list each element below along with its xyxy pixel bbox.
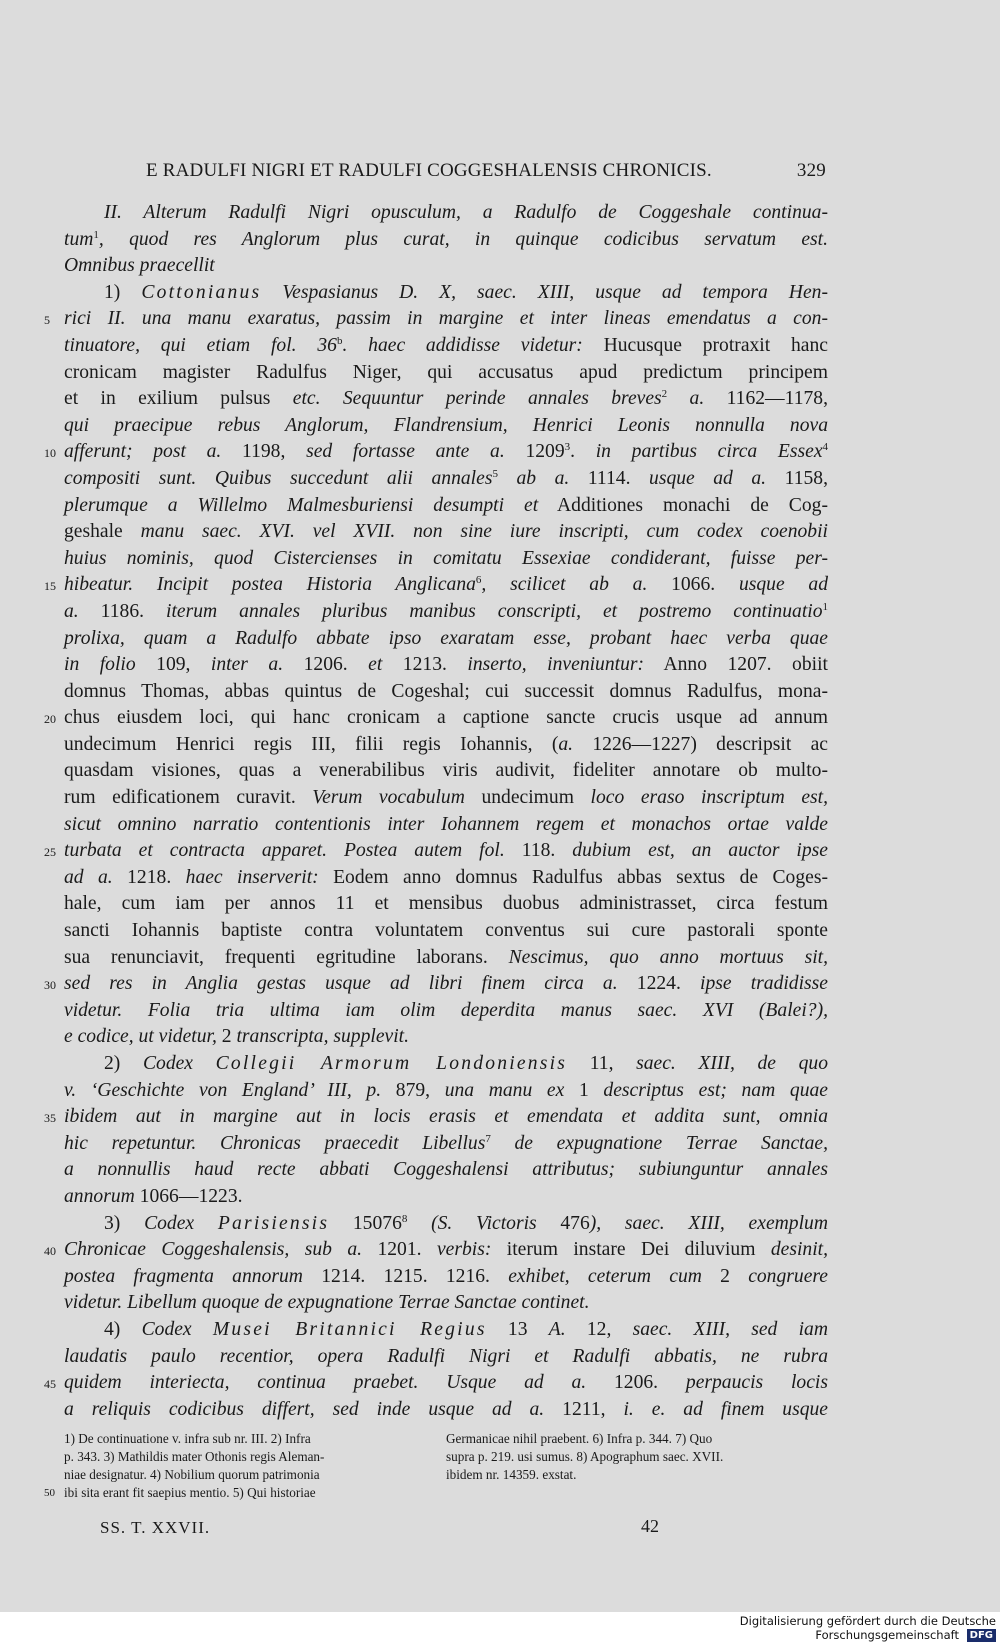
text-line: annorum 1066—1223. xyxy=(64,1185,243,1207)
text-line: a reliquis codicibus differt, sed inde usque ad a. 1211, i. e. ad finem usque xyxy=(64,1398,829,1420)
footnote-row xyxy=(64,1448,828,1466)
text-line: huius nominis, quod Cistercienses in comitatu Essexiae condiderant, fuisse per- xyxy=(64,547,828,569)
text-line: tum$^1$, quod res Anglorum plus curat, in quinque codicibus servatum est. xyxy=(64,228,828,250)
text-line: rum edificationem curavit. Verum vocabulum undecimum loco eraso inscriptum est, xyxy=(64,787,828,809)
dfg-logo: DFG xyxy=(967,1629,996,1642)
text-line: qui praecipue rebus Anglorum, Flandrensium, Henrici Leonis nonnulla nova xyxy=(64,414,828,436)
text-line: ad a. 1218. haec inserverit: Eodem anno domnus Radulfus abbas sextus de Coges- xyxy=(64,866,828,888)
line-number: 20 xyxy=(44,712,56,727)
text-line: cronicam magister Radulfus Niger, qui accusatus apud predictum principem xyxy=(64,361,828,383)
text-line: II. Alterum Radulfi Nigri opusculum, a Radulfo de Coggeshale continua- xyxy=(104,202,828,223)
line-number: 25 xyxy=(44,845,56,860)
text-line: videtur. Libellum quoque de expugnatione Terrae Sanctae continet. xyxy=(64,1292,590,1314)
text-line: in folio 109, inter a. 1206. et 1213. inserto, inveniuntur: Anno 1207. obiit xyxy=(64,654,828,676)
dfg-credit-text: Digitalisierung gefördert durch die Deutsche Forschungsgemeinschaft xyxy=(739,1614,996,1642)
text-line: 3) Codex Parisiensis 15076$^8$ (S. Victoris 476), saec. XIII, exemplum xyxy=(104,1212,828,1234)
text-line: laudatis paulo recentior, opera Radulfi Nigri et Radulfi abbatis, ne rubra xyxy=(64,1345,828,1367)
footnote-col1-line: 1) De continuatione v. infra sub nr. III. 2) Infra xyxy=(64,1431,311,1446)
footnote-row xyxy=(44,1484,828,1502)
text-line: geshale manu saec. XVI. vel XVII. non sine iure inscripti, cum codex coenobii xyxy=(64,521,828,543)
text-line: postea fragmenta annorum 1214. 1215. 1216. exhibet, ceterum cum 2 congruere xyxy=(64,1265,828,1287)
running-title: E RADULFI NIGRI ET RADULFI COGGESHALENSIS CHRONICIS. xyxy=(146,160,712,181)
text-line: 40 Chronicae Coggeshalensis, sub a. 1201. verbis: iterum instare Dei diluvium desinit, xyxy=(64,1237,828,1264)
text-line: quasdam visiones, quas a venerabilibus viris audivit, fideliter annotare ob multo- xyxy=(64,760,828,782)
footnote-col2-line: Germanicae nihil praebent. 6) Infra p. 344. 7) Quo xyxy=(446,1431,713,1446)
text-line: e codice, ut videtur, 2 transcripta, supplevit. xyxy=(64,1026,410,1048)
text-line: 10 afferunt; post a. 1198, sed fortasse ante a. 1209$^3$. in partibus circa Essex$^4$ xyxy=(64,439,828,466)
line-number: 5 xyxy=(44,313,50,328)
text-line: 30 sed res in Anglia gestas usque ad libri finem circa a. 1224. ipse tradidisse xyxy=(64,971,828,998)
text-line: sicut omnino narratio contentionis inter Iohannem regem et monachos ortae valde xyxy=(64,813,828,835)
text-line: sancti Iohannis baptiste contra voluntatem conventus sui cure pastorali sponte xyxy=(64,920,828,942)
text-line: 35 ibidem aut in margine aut in locis erasis et emendata et addita sunt, omnia xyxy=(64,1104,828,1131)
line-number: 10 xyxy=(44,446,56,461)
sheet-number: 42 xyxy=(641,1516,659,1536)
text-line: tinuatore, qui etiam fol. 36$^b$. haec addidisse videtur: Hucusque protraxit hanc xyxy=(64,334,828,356)
text-line: 20 chus eiusdem loci, qui hanc cronicam a captione sancte crucis usque ad annum xyxy=(64,705,828,732)
text-line: domnus Thomas, abbas quintus de Cogeshal; cui successit domnus Radulfus, mona- xyxy=(64,680,828,702)
main-text-block xyxy=(44,200,829,1423)
footnote-col1-line: niae designatur. 4) Nobilium quorum patrimonia xyxy=(64,1467,320,1482)
text-line: et in exilium pulsus etc. Sequuntur perinde annales breves$^2$ a. 1162—1178, xyxy=(64,388,829,410)
line-number: 45 xyxy=(44,1377,56,1392)
text-line: a nonnullis haud recte abbati Coggeshalensi attributus; subiunguntur annales xyxy=(64,1159,828,1181)
text-line: 45 quidem interiecta, continua praebet. Usque ad a. 1206. perpaucis locis xyxy=(64,1370,828,1397)
text-line: undecimum Henrici regis III, filii regis Iohannis, (a. 1226—1227) descripsit ac xyxy=(64,733,828,755)
text-line: 4) Codex Musei Britannici Regius 13 A. 12, saec. XIII, sed iam xyxy=(104,1318,828,1340)
line-number: 15 xyxy=(44,579,56,594)
text-line: sua renunciavit, frequenti egritudine laborans. Nescimus, quo anno mortuus sit, xyxy=(64,946,828,968)
text-line: hale, cum iam per annos 11 et mensibus duobus administrasset, circa festum xyxy=(64,893,828,915)
footnote-row xyxy=(64,1430,828,1448)
volume-signature: SS. T. XXVII. xyxy=(100,1518,211,1537)
line-number: 50 xyxy=(44,1487,55,1499)
text-line: 1) Cottonianus Vespasianus D. X, saec. XIII, usque ad tempora Hen- xyxy=(104,281,828,303)
line-number: 30 xyxy=(44,978,56,993)
text-line: 15 hibeatur. Incipit postea Historia Anglicana$^6$, scilicet ab a. 1066. usque ad xyxy=(64,572,828,599)
text-line: 25 turbata et contracta apparet. Postea autem fol. 118. dubium est, an auctor ipse xyxy=(64,838,828,865)
text-line: videtur. Folia tria ultima iam olim deperdita manus saec. XVI (Balei?), xyxy=(64,999,828,1021)
text-line: compositi sunt. Quibus succedunt alii annales$^5$ ab a. 1114. usque ad a. 1158, xyxy=(64,467,828,489)
footnote-col2-line: supra p. 219. usi sumus. 8) Apographum saec. XVII. xyxy=(446,1449,724,1464)
line-number: 40 xyxy=(44,1244,56,1259)
footnote-col2-line: ibidem nr. 14359. exstat. xyxy=(446,1467,577,1482)
page-number: 329 xyxy=(796,160,826,181)
text-line: Omnibus praecellit xyxy=(64,255,215,277)
dfg-credit-bar xyxy=(600,1614,1000,1642)
text-line: 2) Codex Collegii Armorum Londoniensis 11, saec. XIII, de quo xyxy=(104,1053,828,1074)
text-line: a. 1186. iterum annales pluribus manibus conscripti, et postremo continuatio$^1$ xyxy=(64,600,829,622)
text-line: plerumque a Willelmo Malmesburiensi desumpti et Additiones monachi de Cog- xyxy=(64,494,828,516)
text-line: v. ‘Geschichte von England’ III, p. 879, una manu ex 1 descriptus est; nam quae xyxy=(64,1079,828,1101)
running-header xyxy=(146,160,826,188)
text-line: hic repetuntur. Chronicas praecedit Libellus$^7$ de expugnatione Terrae Sanctae, xyxy=(64,1132,828,1154)
text-line: 5 rici II. una manu exaratus, passim in margine et inter lineas emendatus a con- xyxy=(64,306,828,333)
footnote-row xyxy=(64,1466,828,1484)
footnote-col1-line: ibi sita erant fit saepius mentio. 5) Qui historiae xyxy=(64,1485,316,1500)
text-line: prolixa, quam a Radulfo abbate ipso exaratam esse, probant haec verba quae xyxy=(64,627,828,649)
footnote-col1-line: p. 343. 3) Mathildis mater Othonis regis Aleman- xyxy=(64,1449,325,1464)
footnotes xyxy=(44,1430,828,1502)
line-number: 35 xyxy=(44,1111,56,1126)
